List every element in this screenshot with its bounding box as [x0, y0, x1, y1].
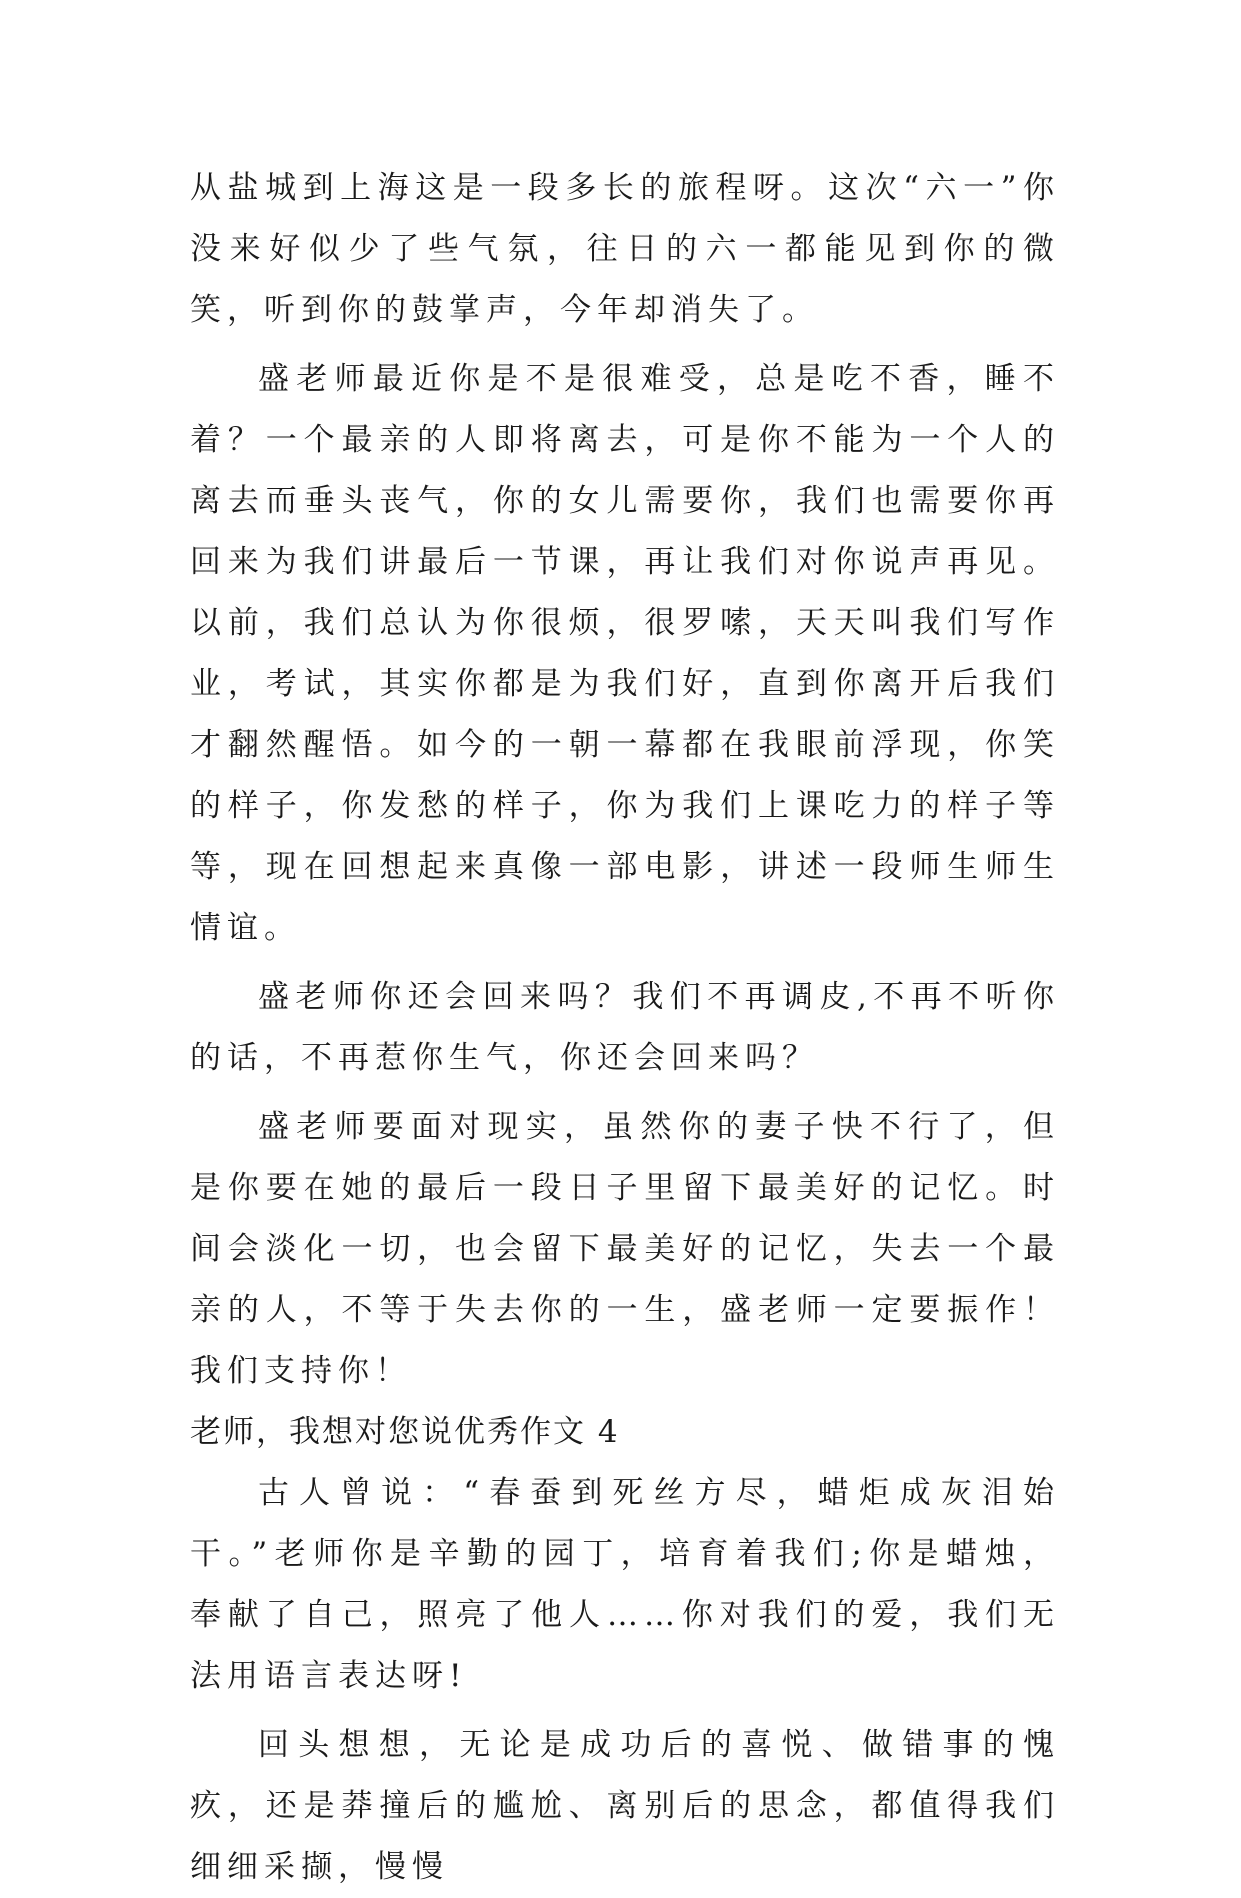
paragraph-5: 古人曾说：“春蚕到死丝方尽，蜡炬成灰泪始干。”老师你是辛勤的园丁，培育着我们;你是蜡烛，奉献了自己，照亮了他人……你对我们的爱，我们无法用语言表达呀! — [190, 1475, 1060, 1694]
paragraph-4: 盛老师要面对现实，虽然你的妻子快不行了，但是你要在她的最后一段日子里留下最美好的记忆。时间会淡化一切，也会留下最美好的记忆，失去一个最亲的人，不等于失去你的一生，盛老师一定要振作！我们支持你！ — [190, 1109, 1060, 1389]
paragraph-2: 盛老师最近你是不是很难受，总是吃不香，睡不着？一个最亲的人即将离去，可是你不能为一个人的离去而垂头丧气，你的女儿需要你，我们也需要你再回来为我们讲最后一节课，再让我们对你说声再见。以前，我们总认为你很烦，很罗嗦，天天叫我们写作业，考试，其实你都是为我们好，直到你离开后我们才翻然醒悟。如今的一朝一幕都在我眼前浮现，你笑的样子，你发愁的样子，你为我们上课吃力的样子等等，现在回想起来真像一部电影，讲述一段师生师生情谊。 — [190, 361, 1060, 946]
paragraph-3: 盛老师你还会回来吗？我们不再调皮,不再不听你的话，不再惹你生气，你还会回来吗？ — [190, 979, 1060, 1076]
paragraph-1: 从盐城到上海这是一段多长的旅程呀。这次“六一”你没来好似少了些气氛，往日的六一都能见到你的微笑，听到你的鼓掌声，今年却消失了。 — [190, 170, 1060, 328]
section-title: 老师，我想对您说优秀作文 4 — [190, 1414, 620, 1450]
document-body — [190, 158, 1060, 1898]
paragraph-6: 回头想想，无论是成功后的喜悦、做错事的愧疚，还是莽撞后的尴尬、离别后的思念，都值得我们细细采撷，慢慢 — [190, 1727, 1060, 1885]
